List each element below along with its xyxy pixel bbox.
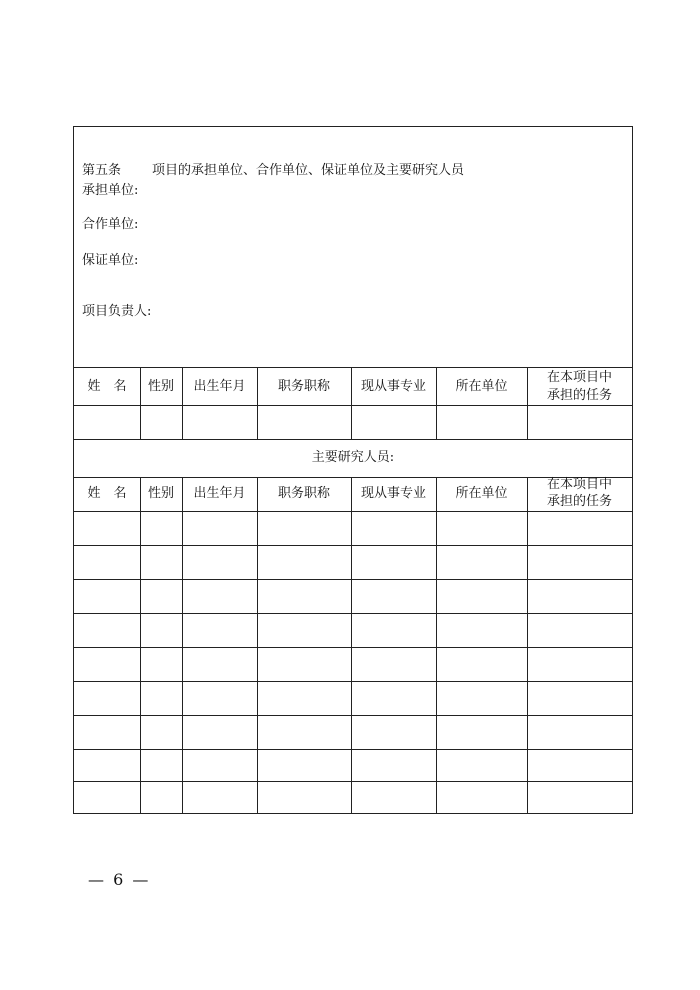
row-line bbox=[74, 781, 632, 782]
header-gender: 性别 bbox=[147, 486, 174, 501]
col-line bbox=[140, 477, 141, 813]
row-line bbox=[74, 681, 632, 682]
researchers-header-bottom-line bbox=[74, 511, 632, 512]
header-birth: 出生年月 bbox=[193, 486, 246, 501]
leader-specialty-cell[interactable] bbox=[352, 406, 436, 439]
field-label-undertaking-unit: 承担单位: bbox=[82, 183, 139, 198]
col-line bbox=[527, 477, 528, 813]
header-gender: 性别 bbox=[147, 379, 174, 394]
researchers-title: 主要研究人员: bbox=[311, 450, 395, 465]
table-top-line bbox=[74, 367, 632, 368]
header-name: 姓 名 bbox=[87, 379, 127, 394]
row-line bbox=[74, 749, 632, 750]
header-unit: 所在单位 bbox=[455, 379, 508, 394]
form-frame bbox=[73, 126, 633, 814]
header-task-line1: 在本项目中 bbox=[546, 477, 612, 492]
header-unit: 所在单位 bbox=[455, 486, 508, 501]
header-specialty: 现从事专业 bbox=[360, 486, 426, 501]
article-heading: 第五条 bbox=[82, 163, 122, 178]
leader-task-cell[interactable] bbox=[528, 406, 632, 439]
header-task-line1: 在本项目中 bbox=[546, 370, 612, 385]
leader-name-cell[interactable] bbox=[74, 406, 140, 439]
field-label-cooperating-unit: 合作单位: bbox=[82, 217, 139, 232]
col-line bbox=[436, 477, 437, 813]
header-task-line2: 承担的任务 bbox=[546, 388, 612, 403]
col-line bbox=[257, 477, 258, 813]
col-line bbox=[351, 477, 352, 813]
header-title: 职务职称 bbox=[277, 379, 330, 394]
field-label-project-leader: 项目负责人: bbox=[82, 304, 152, 319]
row-line bbox=[74, 579, 632, 580]
leader-title-cell[interactable] bbox=[258, 406, 351, 439]
header-title: 职务职称 bbox=[277, 486, 330, 501]
header-name: 姓 名 bbox=[87, 486, 127, 501]
leader-birth-cell[interactable] bbox=[183, 406, 257, 439]
col-line bbox=[182, 477, 183, 813]
page-number: — 6 — bbox=[88, 870, 151, 889]
header-task-line2: 承担的任务 bbox=[546, 494, 612, 509]
header-birth: 出生年月 bbox=[193, 379, 246, 394]
field-label-guarantee-unit: 保证单位: bbox=[82, 253, 139, 268]
article-heading-text: 项目的承担单位、合作单位、保证单位及主要研究人员 bbox=[152, 163, 465, 178]
leader-unit-cell[interactable] bbox=[437, 406, 527, 439]
row-line bbox=[74, 715, 632, 716]
leader-gender-cell[interactable] bbox=[141, 406, 182, 439]
leader-row-bottom-line bbox=[74, 439, 632, 440]
row-line bbox=[74, 545, 632, 546]
row-line bbox=[74, 613, 632, 614]
row-line bbox=[74, 647, 632, 648]
header-specialty: 现从事专业 bbox=[360, 379, 426, 394]
